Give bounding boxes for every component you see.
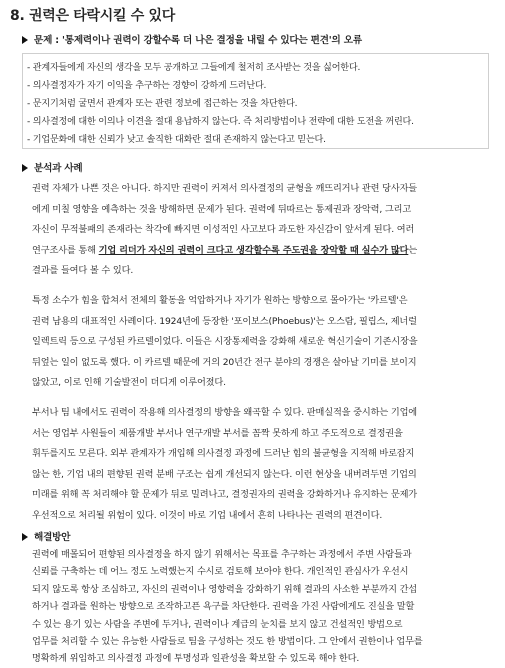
paragraph-line: 에게 미칠 영향을 예측하는 것을 방해하면 문제가 된다. 권력에 뒤따르는 통제권과 장악력, 그리고 <box>32 203 412 215</box>
paragraph-line: 결과를 들여다 볼 수 있다. <box>32 265 134 277</box>
problem-heading-text: 문제 : '통제력이나 권력이 강할수록 더 나은 결정을 내릴 수 있다는 편견'의 오류 <box>34 35 362 46</box>
analysis-paragraph-3 <box>32 403 489 527</box>
paragraph-line: 부서나 팀 내에서도 권력이 작용해 의사결정의 방향을 왜곡할 수 있다. 판매실적을 중시하는 기업에 <box>32 407 418 418</box>
analysis-heading <box>22 160 82 174</box>
problem-bullet: - 의사결정자가 자기 이익을 추구하는 경향이 강하게 드러난다. <box>27 81 267 91</box>
paragraph-line: 뒤엎는 일이 없도록 했다. 이 카르텔 때문에 거의 20년간 전구 분야의 경쟁은 살아날 기미를 보이지 <box>32 356 417 368</box>
problem-bullet: - 의사결정에 대한 이의나 이견을 절대 용납하지 않는다. 즉 처리방법이나 전략에 대한 도전을 꺼린다. <box>27 117 414 127</box>
problem-bullet: - 관계자들에게 자신의 생각을 모두 공개하고 그들에게 철저히 조사받는 것을 싫어한다. <box>27 63 361 73</box>
triangle-bullet-icon <box>22 164 28 172</box>
paragraph-line: 우선적으로 처리될 위험이 있다. 이것이 바로 기업 내에서 흔히 나타나는 권력의 편견이다. <box>32 509 383 521</box>
paragraph-text: 연구조사를 통해 <box>32 244 99 256</box>
paragraph-line: 휘두를지도 모른다. 외부 관계자가 개입해 의사결정 과정에 드러난 힘의 불균형을 지적해 바로잡지 <box>32 448 415 460</box>
triangle-bullet-icon <box>22 36 28 44</box>
paragraph-line: 수 있는 용기 있는 사람을 주변에 두거나, 권력이나 계급의 눈치를 보지 않고 건설적인 방법으로 <box>32 618 403 630</box>
solution-paragraph <box>32 546 489 668</box>
analysis-paragraph-2 <box>32 291 489 394</box>
paragraph-line: 업무를 처리할 수 있는 유능한 사람들로 팀을 구성하는 것도 한 방법이다. 그 안에서 권한이나 업무를 <box>32 636 423 648</box>
emphasized-finding: 기업 리더가 자신의 권력이 크다고 생각할수록 주도권을 장악할 때 실수가 많다 <box>98 244 409 256</box>
analysis-heading-text: 분석과 사례 <box>34 163 83 174</box>
analysis-paragraph-1 <box>32 179 489 282</box>
paragraph-text: 는 <box>408 244 418 256</box>
paragraph-line: 서는 영업부 사원들이 제품개발 부서나 연구개발 부서를 꼼짝 못하게 하고 주도적으로 결정권을 <box>32 427 403 439</box>
paragraph-line: 명확하게 위임하고 의사결정 과정에 투명성과 일관성을 확보할 수 있도록 해야 한다. <box>32 653 360 665</box>
paragraph-line: 권력에 매몰되어 편향된 의사결정을 하지 않기 위해서는 목표를 추구하는 과정에서 주변 사람들과 <box>32 549 412 560</box>
paragraph-line: 미래를 위해 꼭 처리해야 할 문제가 뒤로 밀려나고, 결정권자의 권력을 강화하거나 유지하는 문제가 <box>32 489 418 501</box>
triangle-bullet-icon <box>22 533 28 541</box>
paragraph-line: 자신이 무적불패의 존재라는 착각에 빠지면 이성적인 사고보다 과도한 자신감이 앞서게 된다. 여러 <box>32 224 415 236</box>
paragraph-line <box>32 241 489 262</box>
paragraph-line: 권력 남용의 대표적인 사례이다. 1924년에 등장한 '포이보스(Phoebus)'는 오스람, 필립스, 제너럴 <box>32 315 417 327</box>
paragraph-line: 하거나 결과를 원하는 방향으로 조작하고픈 욕구를 차단한다. 권력을 가진 사람에게도 진실을 말할 <box>32 601 415 613</box>
problem-bullet: - 기업문화에 대한 신뢰가 낮고 솔직한 대화란 절대 존재하지 않는다고 믿는다. <box>27 135 326 145</box>
paragraph-line: 특정 소수가 힘을 합쳐서 전체의 활동을 억압하거나 자기가 원하는 방향으로 몰아가는 '카르텔'은 <box>32 295 408 306</box>
page-title: 8. 권력은 타락시킬 수 있다 <box>10 8 175 24</box>
paragraph-line: 않았고, 이로 인해 기술발전이 더디게 이루어졌다. <box>32 377 226 389</box>
paragraph-line: 일렉트릭 등으로 구성된 카르텔이었다. 이들은 시장통제력을 강화해 새로운 혁신기술이 기존시장을 <box>32 336 418 348</box>
paragraph-line: 신뢰를 구축하는 데 어느 정도 노력했는지 수시로 검토해 보아야 한다. 개인적인 관심사가 우선시 <box>32 566 409 578</box>
paragraph-line: 권력 자체가 나쁜 것은 아니다. 하지만 권력이 커져서 의사결정의 균형을 깨뜨리거나 관련 당사자들 <box>32 183 418 194</box>
solution-heading-text: 해결방안 <box>34 532 71 543</box>
solution-heading <box>22 529 70 543</box>
problem-bullet: - 문지기처럼 굴면서 관계자 또는 관련 정보에 접근하는 것을 차단한다. <box>27 99 298 109</box>
paragraph-line: 않는 한, 기업 내의 편향된 권력 분배 구조는 쉽게 개선되지 않는다. 이런 현상을 내버려두면 기업의 <box>32 468 417 480</box>
problem-heading <box>22 32 362 46</box>
paragraph-line: 되지 않도록 항상 조심하고, 자신의 권력이나 영향력을 강화하기 위해 결과의 사소한 부분까지 간섭 <box>32 583 418 595</box>
